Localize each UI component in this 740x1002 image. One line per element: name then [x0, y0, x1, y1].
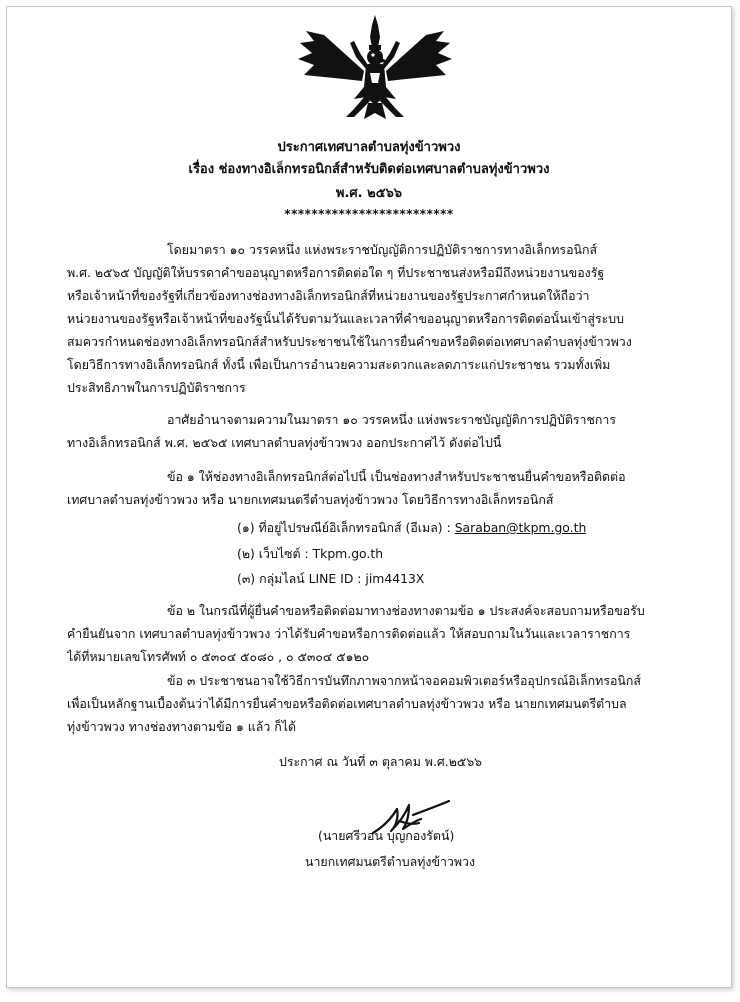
document-page	[6, 6, 732, 988]
paragraph2-line: ทางอิเล็กทรอนิกส์ พ.ศ. ๒๕๖๕ เทศบาลตำบลทุ่งข้าวพวง ออกประกาศไว้ ดังต่อไปนี้	[67, 435, 502, 450]
clause3-line: ทุ่งข้าวพวง ทางช่องทางตามข้อ ๑ แล้ว ก็ได้	[67, 719, 297, 734]
paragraph1-line: หรือเจ้าหน้าที่ของรัฐที่เกี่ยวข้องทางช่องทางอิเล็กทรอนิกส์ที่หน่วยงานของรัฐประกาศกำหนดให้ถือว่า	[67, 288, 590, 303]
paragraph1-line: ประสิทธิภาพในการปฏิบัติราชการ	[67, 380, 246, 395]
channel-email	[237, 520, 586, 536]
document-year: พ.ศ. ๒๕๖๖	[335, 186, 403, 201]
garuda-emblem-icon	[294, 13, 456, 125]
announce-date: ประกาศ ณ วันที่ ๓ ตุลาคม พ.ศ.๒๕๖๖	[279, 754, 482, 769]
channel-line: (๓) กลุ่มไลน์ LINE ID : jim4413X	[237, 571, 425, 586]
clause1-line: ข้อ ๑ ให้ช่องทางอิเล็กทรอนิกส์ต่อไปนี้ เป็นช่องทางสำหรับประชาชนยื่นคำขอหรือติดต่อ	[167, 469, 626, 484]
email-link[interactable]: Saraban@tkpm.go.th	[454, 520, 587, 535]
document-subject: เรื่อง ช่องทางอิเล็กทรอนิกส์สำหรับติดต่อเทศบาลตำบลทุ่งข้าวพวง	[188, 162, 550, 177]
document-title: ประกาศเทศบาลตำบลทุ่งข้าวพวง	[277, 140, 461, 155]
paragraph1-line: สมควรกำหนดช่องทางอิเล็กทรอนิกส์สำหรับประชาชนใช้ในการยื่นคำขอหรือติดต่อเทศบาลตำบลทุ่งข้าวพวง	[67, 334, 632, 349]
clause2-line: คำยืนยันจาก เทศบาลตำบลทุ่งข้าวพวง ว่าได้รับคำขอหรือการติดต่อแล้ว ให้สอบถามในวันและเวลาราชการ	[67, 626, 631, 641]
asterisk-divider: *************************	[284, 207, 454, 221]
signer-position: นายกเทศมนตรีตำบลทุ่งข้าวพวง	[305, 854, 476, 869]
paragraph2-line: อาศัยอำนาจตามความในมาตรา ๑๐ วรรคหนึ่ง แห่งพระราชบัญญัติการปฏิบัติราชการ	[167, 412, 617, 427]
paragraph1-line: หน่วยงานของรัฐหรือเจ้าหน้าที่ของรัฐนั้นได้รับตามวันและเวลาที่คำขออนุญาตหรือการติดต่อนั้นเข้าสู่ระบบ	[67, 311, 625, 326]
clause2-line: ข้อ ๒ ในกรณีที่ผู้ยื่นคำขอหรือติดต่อมาทางช่องทางตามข้อ ๑ ประสงค์จะสอบถามหรือขอรับ	[167, 603, 645, 618]
paragraph1-line: โดยวิธีการทางอิเล็กทรอนิกส์ ทั้งนี้ เพื่อเป็นการอำนวยความสะดวกและลดภาระแก่ประชาชน รวมทั้งเพิ่ม	[67, 357, 611, 372]
channel-website: (๒) เว็บไซต์ : Tkpm.go.th	[237, 546, 384, 561]
clause3-line: เพื่อเป็นหลักฐานเบื้องต้นว่าได้มีการยื่นคำขอหรือติดต่อเทศบาลตำบลทุ่งข้าวพวง หรือ นายกเทศมนตรีตำบล	[67, 696, 627, 711]
clause3-line: ข้อ ๓ ประชาชนอาจใช้วิธีการบันทึกภาพจากหน้าจอคอมพิวเตอร์หรืออุปกรณ์อิเล็กทรอนิกส์	[167, 673, 641, 688]
signer-name: (นายศรีวอน บุญกองรัตน์)	[318, 828, 455, 843]
clause2-line: ได้ที่หมายเลขโทรศัพท์ ๐ ๕๓๐๔ ๕๐๘๐ , ๐ ๕๓๐๔ ๕๑๒๐	[67, 649, 370, 664]
paragraph1-line: พ.ศ. ๒๕๖๕ บัญญัติให้บรรดาคำขออนุญาตหรือการติดต่อใด ๆ ที่ประชาชนส่งหรือมีถึงหน่วยงานของรัฐ	[67, 265, 605, 280]
clause1-line: เทศบาลตำบลทุ่งข้าวพวง หรือ นายกเทศมนตรีตำบลทุ่งข้าวพวง โดยวิธีการทางอิเล็กทรอนิกส์	[67, 492, 554, 507]
paragraph1-line: โดยมาตรา ๑๐ วรรคหนึ่ง แห่งพระราชบัญญัติการปฏิบัติราชการทางอิเล็กทรอนิกส์	[167, 242, 598, 257]
channel-email-label: (๑) ที่อยู่ไปรษณีย์อิเล็กทรอนิกส์ (อีเมล) :	[237, 520, 455, 535]
